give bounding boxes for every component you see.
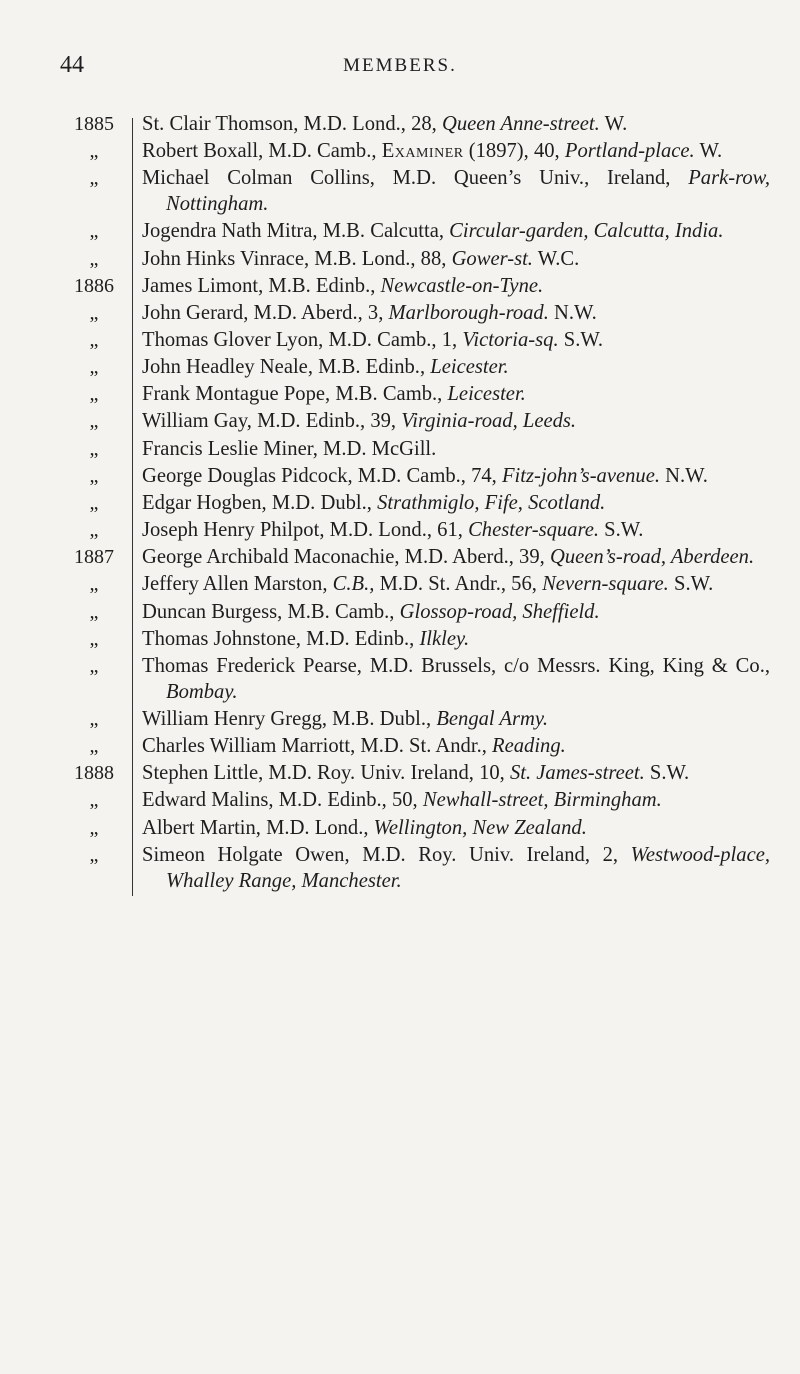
member-text	[142, 518, 770, 544]
member-name: Stephen Little, M.D. Roy. Univ. Ireland, 10,	[142, 762, 510, 785]
election-year: „	[89, 843, 99, 866]
member-address: Marlborough-road.	[388, 301, 549, 324]
member-text	[142, 734, 770, 760]
election-year: „	[89, 789, 99, 812]
member-address: Chester-square.	[468, 519, 600, 542]
election-year: „	[89, 519, 99, 542]
member-address: Strathmiglo, Fife, Scotland.	[377, 491, 606, 514]
member-address: Bengal Army.	[436, 707, 549, 730]
member-text	[142, 382, 770, 408]
member-address: Leicester.	[430, 356, 509, 379]
running-head: MEMBERS.	[343, 55, 457, 76]
member-detail: S.W.	[558, 329, 604, 351]
election-year: „	[89, 464, 99, 487]
election-year: „	[89, 816, 99, 839]
member-name: James Limont, M.B. Edinb.,	[142, 274, 381, 297]
member-text	[142, 274, 770, 300]
election-year: „	[89, 167, 99, 190]
member-text	[142, 464, 770, 490]
member-detail: S.W.	[668, 573, 714, 596]
member-text	[142, 654, 770, 706]
member-address: Virginia-road, Leeds.	[401, 410, 577, 433]
member-name: William Gay, M.D. Edinb., 39,	[142, 410, 402, 433]
member-address: St. James-street.	[509, 762, 645, 785]
member-address: Newcastle-on-Tyne.	[380, 274, 544, 297]
member-name: St. Clair Thomson, M.D. Lond., 28,	[142, 113, 442, 135]
election-year: „	[89, 301, 99, 324]
election-year: „	[89, 437, 99, 460]
member-entry	[60, 843, 770, 895]
member-entry	[60, 247, 770, 273]
member-address: Victoria-sq.	[462, 329, 559, 351]
member-detail: W.C.	[532, 247, 580, 270]
election-year: „	[89, 356, 99, 379]
member-name: George Archibald Maconachie, M.D. Aberd., 39,	[142, 546, 550, 569]
election-year: 1888	[74, 762, 114, 785]
member-text	[142, 761, 770, 787]
member-address: Westwood-place, Whalley Range, Manchester.	[166, 843, 770, 892]
election-year: „	[89, 735, 99, 758]
member-detail: N.W.	[660, 464, 708, 487]
member-address: Wellington, New Zealand.	[373, 816, 587, 839]
election-year: „	[89, 654, 99, 677]
member-name: George Douglas Pidcock, M.D. Camb., 74,	[142, 464, 502, 487]
member-entry	[60, 600, 770, 626]
member-text	[142, 112, 770, 138]
member-entry	[60, 139, 770, 165]
election-year: „	[89, 627, 99, 650]
member-entry	[60, 491, 770, 517]
member-name: Michael Colman Collins, M.D. Queen’s Univ., Ireland,	[142, 167, 689, 190]
member-text	[142, 355, 770, 381]
member-entry	[60, 112, 770, 138]
election-year: 1886	[74, 274, 114, 297]
member-name: Thomas Frederick Pearse, M.D. Brussels, c/o Messrs. King, King & Co.,	[142, 654, 770, 677]
election-year: „	[89, 383, 99, 406]
member-entry	[60, 545, 770, 571]
member-entry	[60, 409, 770, 435]
election-year: „	[89, 573, 99, 596]
member-detail: N.W.	[548, 301, 597, 324]
election-year: 1885	[74, 113, 114, 135]
member-name: William Henry Gregg, M.B. Dubl.,	[142, 707, 437, 730]
member-detail: S.W.	[644, 762, 690, 785]
member-text	[142, 328, 770, 354]
member-address: Ilkley.	[419, 627, 470, 650]
member-entry	[60, 707, 770, 733]
election-year: „	[89, 410, 99, 433]
member-name: Jogendra Nath Mitra, M.B. Calcutta,	[142, 220, 450, 243]
election-year: „	[89, 140, 99, 163]
member-entry	[60, 382, 770, 408]
member-entry	[60, 761, 770, 787]
member-name: Albert Martin, M.D. Lond.,	[142, 816, 374, 839]
member-entry	[60, 301, 770, 327]
member-entry	[60, 219, 770, 245]
election-year: „	[89, 707, 99, 730]
member-text	[142, 409, 770, 435]
member-entry	[60, 518, 770, 544]
member-name: Joseph Henry Philpot, M.D. Lond., 61,	[142, 519, 469, 542]
member-name: Thomas Johnstone, M.D. Edinb.,	[142, 627, 420, 650]
member-text	[142, 437, 770, 463]
member-title: Examiner	[381, 140, 464, 163]
member-name: Thomas Glover Lyon, M.D. Camb., 1,	[142, 329, 463, 351]
election-year: 1887	[74, 546, 114, 569]
member-text	[142, 816, 770, 842]
members-register	[60, 112, 770, 896]
member-address: Glossop-road, Sheffield.	[399, 600, 600, 623]
member-address: Portland-place.	[564, 140, 695, 163]
election-year: „	[89, 491, 99, 514]
member-address: Gower-st.	[451, 247, 533, 270]
member-name: John Hinks Vinrace, M.B. Lond., 88,	[142, 247, 452, 270]
member-address: Queen’s-road, Aberdeen.	[549, 546, 755, 569]
member-text	[142, 139, 770, 165]
member-address: Park-row, Nottingham.	[166, 167, 770, 216]
member-text	[142, 788, 770, 814]
member-entry	[60, 627, 770, 653]
member-address: C.B.,	[332, 573, 375, 596]
election-year: „	[89, 600, 99, 623]
member-text	[142, 707, 770, 733]
member-text	[142, 600, 770, 626]
member-address: Bombay.	[166, 680, 238, 703]
member-detail: W.	[599, 113, 628, 135]
member-text	[142, 843, 770, 895]
member-address: Newhall-street, Birmingham.	[422, 789, 662, 812]
member-detail: M.D. St. Andr., 56,	[374, 573, 543, 596]
member-detail: S.W.	[599, 519, 644, 542]
member-text	[142, 247, 770, 273]
member-entry	[60, 355, 770, 381]
member-name: Duncan Burgess, M.B. Camb.,	[142, 600, 400, 623]
member-entry	[60, 654, 770, 706]
member-name: Frank Montague Pope, M.B. Camb.,	[142, 383, 448, 406]
member-name: Jeffery Allen Marston,	[142, 573, 333, 596]
member-text	[142, 545, 770, 571]
member-address: Circular-garden, Calcutta, India.	[449, 220, 724, 243]
member-text	[142, 166, 770, 218]
member-entry	[60, 788, 770, 814]
member-entry	[60, 464, 770, 490]
member-address: Queen Anne-street.	[441, 113, 600, 135]
member-address: Leicester.	[447, 383, 526, 406]
member-name: Simeon Holgate Owen, M.D. Roy. Univ. Ireland, 2,	[142, 843, 631, 866]
member-entry	[60, 734, 770, 760]
member-text	[142, 301, 770, 327]
member-name: Charles William Marriott, M.D. St. Andr.,	[142, 735, 493, 758]
member-text	[142, 491, 770, 517]
member-name: Edward Malins, M.D. Edinb., 50,	[142, 789, 423, 812]
member-name: Robert Boxall, M.D. Camb.,	[142, 140, 382, 163]
member-entry	[60, 437, 770, 463]
page-number: 44	[60, 52, 84, 78]
member-text	[142, 572, 770, 598]
election-year: „	[89, 247, 99, 270]
member-name: John Gerard, M.D. Aberd., 3,	[142, 301, 389, 324]
member-address: Nevern-square.	[542, 573, 669, 596]
election-year: „	[89, 220, 99, 243]
member-entry	[60, 328, 770, 354]
member-text	[142, 219, 770, 245]
member-name: Edgar Hogben, M.D. Dubl.,	[142, 491, 378, 514]
member-entry	[60, 166, 770, 218]
member-entry	[60, 572, 770, 598]
member-address: Fitz-john’s-avenue.	[501, 464, 661, 487]
member-name: Francis Leslie Miner, M.D. McGill.	[142, 437, 437, 460]
member-text	[142, 627, 770, 653]
member-detail: (1897), 40,	[463, 140, 565, 163]
member-entry	[60, 816, 770, 842]
member-detail: W.	[694, 140, 723, 163]
member-name: John Headley Neale, M.B. Edinb.,	[142, 356, 431, 379]
member-entry	[60, 274, 770, 300]
election-year: „	[89, 329, 99, 351]
member-address: Reading.	[492, 735, 566, 758]
